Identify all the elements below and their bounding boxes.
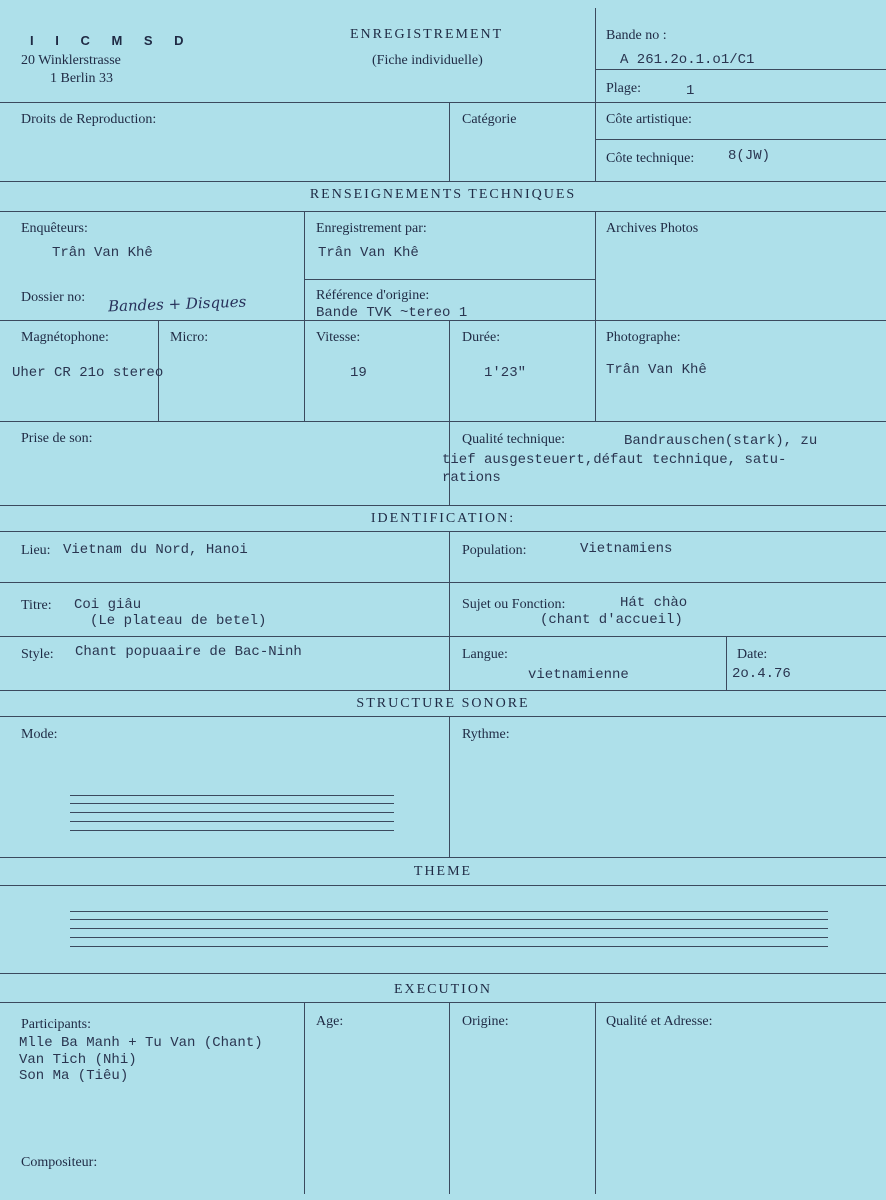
duree-label: Durée:: [462, 330, 501, 345]
rule: [0, 857, 886, 858]
enregistrement-par-value: Trân Van Khê: [318, 245, 419, 261]
staff-line: [70, 919, 828, 920]
form-subtitle: (Fiche individuelle): [372, 53, 483, 68]
rule: [0, 181, 886, 182]
population-label: Population:: [462, 543, 527, 558]
section-identification: IDENTIFICATION:: [370, 511, 516, 526]
plage-label: Plage:: [606, 81, 641, 96]
rule: [304, 1002, 305, 1194]
magnetophone-label: Magnétophone:: [21, 330, 109, 345]
dossier-value: Bandes + Disques: [107, 292, 247, 316]
participant-3: Son Ma (Tiêu): [19, 1068, 129, 1084]
micro-label: Micro:: [170, 330, 209, 345]
mode-label: Mode:: [21, 727, 58, 742]
style-label: Style:: [21, 647, 54, 662]
enqueteurs-label: Enquêteurs:: [21, 221, 88, 236]
cote-artistique-label: Côte artistique:: [606, 112, 692, 127]
photographe-label: Photographe:: [606, 330, 681, 345]
rule: [595, 139, 886, 140]
staff-line: [70, 928, 828, 929]
staff-line: [70, 946, 828, 947]
dossier-label: Dossier no:: [21, 290, 86, 305]
participant-1: Mlle Ba Manh + Tu Van (Chant): [19, 1035, 263, 1051]
rule: [449, 531, 450, 690]
staff-line: [70, 812, 394, 813]
compositeur-label: Compositeur:: [21, 1155, 98, 1170]
reference-label: Référence d'origine:: [316, 288, 430, 303]
vitesse-value: 19: [350, 365, 367, 381]
rule: [0, 885, 886, 886]
qualite-technique-line3: rations: [442, 470, 501, 486]
reference-value: Bande TVK ~tereo 1: [316, 305, 468, 321]
rule: [0, 690, 886, 691]
prise-de-son-label: Prise de son:: [21, 431, 93, 446]
sujet-line1: Hát chào: [620, 595, 688, 611]
rule: [449, 320, 450, 421]
cote-technique-value: 8(JW): [728, 148, 771, 164]
qualite-technique-line1: Bandrauschen(stark), zu: [624, 433, 818, 449]
sujet-line2: (chant d'accueil): [540, 612, 683, 628]
qualite-technique-line2: tief ausgesteuert,défaut technique, satu-: [442, 452, 787, 468]
rule: [0, 531, 886, 532]
sujet-label: Sujet ou Fonction:: [462, 597, 566, 612]
rule: [0, 636, 886, 637]
origine-label: Origine:: [462, 1014, 509, 1029]
rule: [0, 211, 886, 212]
rule: [449, 716, 450, 857]
rythme-label: Rythme:: [462, 727, 510, 742]
form-title: ENREGISTREMENT: [350, 27, 504, 42]
date-value: 2o.4.76: [732, 666, 791, 682]
staff-line: [70, 795, 394, 796]
rule: [0, 1002, 886, 1003]
age-label: Age:: [316, 1014, 344, 1029]
enqueteurs-value: Trân Van Khê: [52, 245, 153, 261]
rule: [0, 582, 886, 583]
rule: [595, 8, 596, 181]
enregistrement-par-label: Enregistrement par:: [316, 221, 427, 236]
staff-line: [70, 803, 394, 804]
rule: [595, 1002, 596, 1194]
lieu-value: Vietnam du Nord, Hanoi: [63, 542, 248, 558]
langue-value: vietnamienne: [528, 667, 629, 683]
archives-photos-label: Archives Photos: [606, 221, 699, 236]
cote-technique-label: Côte technique:: [606, 151, 695, 166]
vitesse-label: Vitesse:: [316, 330, 361, 345]
duree-value: 1'23": [484, 365, 527, 381]
droits-label: Droits de Reproduction:: [21, 112, 157, 127]
lieu-label: Lieu:: [21, 543, 51, 558]
section-structure-sonore: STRUCTURE SONORE: [356, 696, 530, 711]
section-renseignements-techniques: RENSEIGNEMENTS TECHNIQUES: [309, 187, 577, 202]
staff-line: [70, 821, 394, 822]
bande-label: Bande no :: [606, 28, 667, 43]
categorie-label: Catégorie: [462, 112, 517, 127]
rule: [0, 421, 886, 422]
staff-line: [70, 937, 828, 938]
rule: [595, 69, 886, 70]
rule: [304, 211, 305, 421]
photographe-value: Trân Van Khê: [606, 362, 707, 378]
bande-value: A 261.2o.1.o1/C1: [620, 52, 755, 68]
rule: [0, 505, 886, 506]
participants-label: Participants:: [21, 1017, 91, 1032]
section-execution: EXECUTION: [393, 982, 493, 997]
magnetophone-value: Uher CR 21o stereo: [12, 365, 164, 381]
participant-2: Van Tich (Nhi): [19, 1052, 137, 1068]
langue-label: Langue:: [462, 647, 508, 662]
org-logo: I I C M S D: [30, 33, 193, 48]
titre-label: Titre:: [21, 598, 52, 613]
date-label: Date:: [737, 647, 768, 662]
staff-line: [70, 830, 394, 831]
plage-value: 1: [686, 83, 695, 99]
rule: [595, 211, 596, 421]
rule: [0, 102, 886, 103]
rule: [449, 1002, 450, 1194]
titre-line1: Coi giâu: [74, 597, 142, 613]
qualite-technique-label: Qualité technique:: [462, 432, 566, 447]
rule: [304, 279, 596, 280]
style-value: Chant popuaaire de Bac-Ninh: [75, 644, 302, 660]
rule: [726, 636, 727, 690]
titre-line2: (Le plateau de betel): [90, 613, 267, 629]
rule: [449, 102, 450, 181]
staff-line: [70, 911, 828, 912]
qualite-adresse-label: Qualité et Adresse:: [606, 1014, 713, 1029]
org-address-line1: 20 Winklerstrasse: [21, 53, 121, 68]
population-value: Vietnamiens: [580, 541, 673, 557]
org-address-line2: 1 Berlin 33: [50, 71, 113, 86]
rule: [0, 716, 886, 717]
section-theme: THEME: [413, 864, 473, 879]
rule: [0, 973, 886, 974]
